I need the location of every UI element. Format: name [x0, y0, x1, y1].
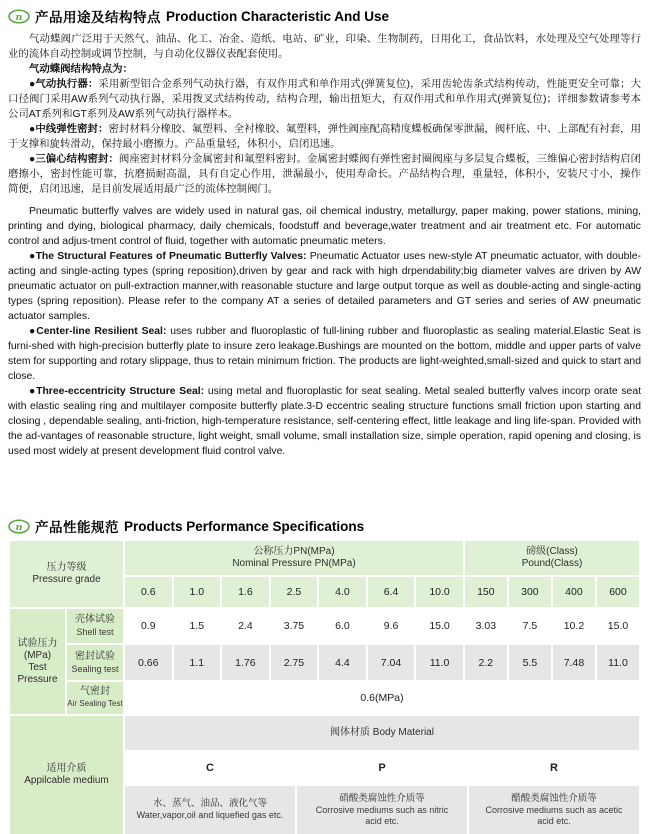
- air-sealing-zh: 气密封: [80, 686, 110, 697]
- shell-value: 9.6: [383, 620, 399, 632]
- shell-value: 1.5: [189, 620, 205, 632]
- sealing-value-cell: [553, 645, 595, 680]
- sealing-value: 2.75: [283, 656, 305, 669]
- medium-code-cell: [469, 752, 639, 784]
- shell-value-cell: [368, 609, 415, 643]
- para-usage-zh: [8, 32, 641, 62]
- section1-body: [8, 32, 641, 459]
- air-sealing-row: [125, 682, 639, 714]
- body-material-label: 阀体材质 Body Material: [330, 727, 434, 738]
- shell-value-cell: [597, 609, 639, 643]
- sealing-value-cell: [222, 645, 269, 680]
- shell-test-en: Shell test: [76, 627, 114, 637]
- medium-right-block: [125, 716, 639, 834]
- test-pressure-en2: Pressure: [17, 673, 58, 685]
- sealing-value: 11.0: [429, 656, 450, 669]
- section2-header: [8, 516, 641, 536]
- shell-value: 15.0: [429, 620, 450, 632]
- pn-value-cell: [319, 577, 366, 607]
- sealing-value: 7.04: [380, 656, 402, 669]
- medium-desc-zh: 硝酸类腐蚀性介质等: [339, 792, 425, 804]
- performance-spec-table: [10, 541, 639, 834]
- shell-value: 15.0: [607, 620, 629, 632]
- pressure-values-row: [125, 577, 639, 607]
- shell-value-cell: [465, 609, 507, 643]
- test-pressure-group-cell: [10, 609, 65, 714]
- sealing-test-en: Sealing test: [71, 663, 119, 674]
- test-labels-column: [67, 609, 123, 714]
- bullet-centerline-zh-text: 密封材料分橡胶、氟塑料、全衬橡胶、氟塑料，弹性阀座配高精度蝶板确保零泄漏，阀杆底、中、上部配有衬套，用于支撑和旋转滑动，保持最小磨擦力。产品重量轻，体积小，启闭迅速。: [8, 124, 641, 150]
- bullet-actuator-en-label: ●The Structural Features of Pneumatic Butterfly Valves:: [29, 251, 307, 262]
- section2-title-en: Products Performance Specifications: [124, 518, 365, 534]
- shell-value: 2.4: [238, 620, 253, 632]
- pn-value-cell: [174, 577, 221, 607]
- class-value-cell: [553, 577, 595, 607]
- sealing-value: 11.0: [608, 656, 628, 669]
- nominal-pressure-en: Nominal Pressure PN(MPa): [232, 558, 356, 569]
- nominal-pressure-header-cell: [125, 541, 463, 575]
- section1-header: [8, 6, 641, 26]
- bullet-eccentric-zh-text: 阀座密封材料分金属密封和氟塑料密封。金属密封蝶阀有弹性密封圈阀座与多层复合蝶板，三维偏心密封结构启闭磨擦小，密封性能可靠，抗磨损耐高温，具有自定心作用，泄漏最小，使用寿命长。产品结构合理，重量轻，体积小，安装尺寸小，操作简便，启闭迅速，是目前发展适用最广泛的流体控制阀门。: [8, 154, 642, 195]
- bullet-actuator-en-text: Pneumatic Actuator uses new-style AT pneumatic actuator, with double-acting and single-acting types (spring reposition),driven by gear and rack with high drpendability;big diameter valves are driven by AW pneumatic actuator on pull-extraction manner,with reasonable stucture and large output torque as well as double-acting and single-acting types (spring reposition). Please refer to the company AT a series of detailed parameters and GT series and series of AW pneumatic actuator samples.: [8, 251, 641, 322]
- sealing-value-cell: [465, 645, 507, 680]
- sealing-test-label-cell: [67, 645, 123, 680]
- pn-value: 10.0: [429, 586, 450, 598]
- body-material-cell: [125, 716, 639, 750]
- pn-value-cell: [271, 577, 318, 607]
- pn-value-cell: [416, 577, 463, 607]
- medium-desc-zh: 醋酸类腐蚀性介质等: [511, 792, 597, 804]
- sealing-value: 1.1: [189, 656, 205, 669]
- bullet-eccentric-en-label: ●Three-eccentricity Structure Seal:: [29, 386, 205, 397]
- shell-value-cell: [174, 609, 221, 643]
- group-header-row: [125, 541, 639, 575]
- sealing-value-cell: [509, 645, 551, 680]
- section2-title-zh: 产品性能规范: [35, 520, 119, 535]
- medium-desc-en: Corrosive mediums such as nitric acid etc.: [315, 804, 449, 826]
- sealing-value: 4.4: [335, 656, 350, 669]
- brand-logo-icon: [8, 9, 30, 24]
- pound-class-en: Pound(Class): [521, 558, 583, 569]
- header-right-block: [125, 541, 639, 607]
- bullet-centerline-en-text: uses rubber and fluoroplastic of full-lining rubber and fluoroplastic as sealing material.Elastic Seat is furni-shed with high-precision butterfly plate to insure zero leakage.Bushings are mounted on the bottom, middle and upper parts of valve stem for supporting and rotary slippage, thus to retain minimum friction. The products are light-weighted,small-sized and quick to start and close.: [8, 326, 641, 382]
- medium-code: P: [378, 762, 386, 774]
- air-sealing-value: 0.6(MPa): [360, 692, 404, 704]
- shell-value: 0.9: [140, 620, 156, 632]
- sealing-value: 1.76: [235, 656, 256, 669]
- bullet-actuator-zh-text: 采用新型铝合金系列气动执行器，有双作用式和单作用式(弹簧复位)，采用齿轮齿条式结构传动，性能更安全可靠；大口径阀门采用AW系列气动执行器，采用拨叉式结构传动，结构合理，输出扭矩大，有双作用式和单作用式(弹簧复位)；详细参数请参考本公司AT系列和GT系列及AW系列气动执行器样本。: [8, 79, 641, 120]
- sealing-value-cell: [597, 645, 639, 680]
- class-value: 600: [609, 586, 627, 598]
- class-value: 400: [565, 586, 583, 598]
- medium-code: C: [206, 762, 214, 774]
- shell-value: 10.2: [563, 620, 585, 632]
- class-value-cell: [509, 577, 551, 607]
- section1-title-en: Production Characteristic And Use: [166, 8, 390, 24]
- medium-zh: 适用介质: [46, 763, 87, 774]
- medium-desc-cell: [125, 786, 295, 834]
- para-usage-en: [8, 204, 641, 249]
- class-value-cell: [465, 577, 507, 607]
- sealing-value-cell: [174, 645, 221, 680]
- pn-value-cell: [125, 577, 172, 607]
- bullet-centerline-en-label: ●Center-line Resilient Seal:: [29, 326, 167, 337]
- table-header-band: [10, 541, 639, 607]
- shell-value-cell: [319, 609, 366, 643]
- pound-class-zh: 磅级(Class): [526, 546, 578, 557]
- bullet-actuator-en: [8, 249, 641, 324]
- sealing-value: 5.5: [522, 656, 538, 669]
- pn-value: 2.5: [286, 586, 302, 598]
- pn-value-cell: [222, 577, 269, 607]
- pressure-grade-en: Pressure grade: [32, 574, 101, 585]
- test-pressure-unit: (MPa): [23, 649, 52, 661]
- sealing-test-row: [125, 645, 639, 680]
- bullet-eccentric-en: [8, 384, 641, 459]
- shell-value-cell: [416, 609, 463, 643]
- medium-desc-en: Water,vapor,oil and liquefied gas etc.: [136, 810, 284, 821]
- test-pressure-zh: 试验压力: [17, 637, 58, 649]
- shell-value: 7.5: [522, 620, 538, 632]
- medium-en: Appilcable medium: [24, 775, 109, 786]
- sealing-value-cell: [271, 645, 318, 680]
- pn-value: 6.4: [383, 586, 399, 598]
- pn-value: 0.6: [140, 586, 156, 598]
- pn-value: 1.6: [238, 586, 253, 598]
- class-value-cell: [597, 577, 639, 607]
- shell-test-label-cell: [67, 609, 123, 643]
- shell-value-cell: [125, 609, 172, 643]
- sealing-value-cell: [416, 645, 463, 680]
- pn-value-cell: [368, 577, 415, 607]
- shell-value-cell: [271, 609, 318, 643]
- air-sealing-en: Air Sealing Test: [67, 699, 123, 708]
- bullet-actuator-zh-label: ●气动执行器：: [29, 79, 99, 90]
- shell-test-row: [125, 609, 639, 643]
- features-heading-text: 气动蝶阀结构特点为：: [29, 64, 133, 75]
- air-sealing-value-cell: [125, 682, 639, 714]
- medium-code-cell: [125, 752, 295, 784]
- test-pressure-en1: Test: [28, 661, 47, 673]
- medium-band: [10, 716, 639, 834]
- shell-value: 6.0: [335, 620, 350, 632]
- medium-codes-row: [125, 752, 639, 784]
- brand-logo-icon: [8, 519, 30, 534]
- medium-desc-cell: [297, 786, 467, 834]
- class-value: 150: [477, 586, 495, 598]
- svg-text:n: n: [15, 521, 23, 533]
- test-values-block: [125, 609, 639, 714]
- shell-test-zh: 壳体试验: [75, 614, 115, 625]
- body-material-row: [125, 716, 639, 750]
- medium-code: R: [550, 762, 558, 774]
- medium-desc-row: [125, 786, 639, 834]
- shell-value-cell: [509, 609, 551, 643]
- medium-desc-en: Corrosive mediums such as acetic acid etc.: [485, 804, 623, 826]
- sealing-value-cell: [125, 645, 172, 680]
- pound-class-header-cell: [465, 541, 639, 575]
- nominal-pressure-zh: 公称压力PN(MPa): [253, 546, 335, 557]
- air-sealing-label-cell: [67, 682, 123, 714]
- test-pressure-band: [10, 609, 639, 714]
- shell-value: 3.75: [283, 620, 305, 632]
- bullet-eccentric-zh: [8, 152, 641, 197]
- shell-value-cell: [553, 609, 595, 643]
- bullet-eccentric-zh-label: ●三偏心结构密封：: [29, 154, 119, 165]
- shell-value: 3.03: [475, 620, 497, 632]
- bullet-actuator-zh: [8, 77, 641, 122]
- medium-desc-zh: 水、蒸气、油品、液化气等: [152, 798, 267, 810]
- para-usage-zh-text: 气动蝶阀广泛用于天然气、油品、化工、冶金、造纸、电站、矿业，印染、生物制药，日用化工，食品饮料，水处理及空气处理等行业的流体自动控制或调节控制，与自动化仪器仪表配套使用。: [8, 34, 641, 60]
- sealing-value: 7.48: [563, 656, 585, 669]
- bullet-centerline-en: [8, 324, 641, 384]
- pressure-grade-zh: 压力等级: [46, 562, 87, 573]
- shell-value-cell: [222, 609, 269, 643]
- para-usage-en-text: Pneumatic butterfly valves are widely used in natural gas, oil chemical industry, metallurgy, paper making, power stations, mining, printing and dying, biological pharmacy, daily chemicals, foodstuff and beverage,water treatment and air treatment etc. For automatic control and adjus-tment control of fluid, together with automatic pneumatic meters.: [8, 206, 641, 247]
- bullet-centerline-zh: [8, 122, 641, 152]
- bullet-centerline-zh-label: ●中线弹性密封：: [29, 124, 109, 135]
- sealing-value: 2.2: [478, 656, 494, 669]
- para-features-heading-zh: [8, 62, 641, 77]
- svg-text:n: n: [15, 11, 23, 23]
- pressure-grade-cell: [10, 541, 123, 607]
- medium-code-cell: [297, 752, 467, 784]
- section1-body-en: [8, 204, 641, 459]
- bullet-eccentric-en-text: using metal and fluoroplastic for seat sealing. Metal sealed butterfly valves incorp orate seat with elastic sealing ring and multilayer composite butterfly plate.3-D eccentric sealing structure functions small friction upon starting and closing , dependable sealing, anti-friction, high-temperature resistance, self-centering effect, little leakage and ling life-span. Provided with the ad-vantages of reasonable structure, light weight, small volume, small installation size, simple operation, rapid opening and closing, is used most widely at present development fluid control valve.: [8, 386, 641, 457]
- medium-group-cell: [10, 716, 123, 834]
- medium-desc-cell: [469, 786, 639, 834]
- pn-value: 1.0: [189, 586, 205, 598]
- section1-title-zh: 产品用途及结构特点: [35, 10, 161, 25]
- sealing-value: 0.66: [138, 656, 159, 669]
- sealing-value-cell: [319, 645, 366, 680]
- class-value: 300: [521, 586, 539, 598]
- sealing-test-zh: 密封试验: [75, 650, 115, 662]
- pn-value: 4.0: [335, 586, 350, 598]
- sealing-value-cell: [368, 645, 415, 680]
